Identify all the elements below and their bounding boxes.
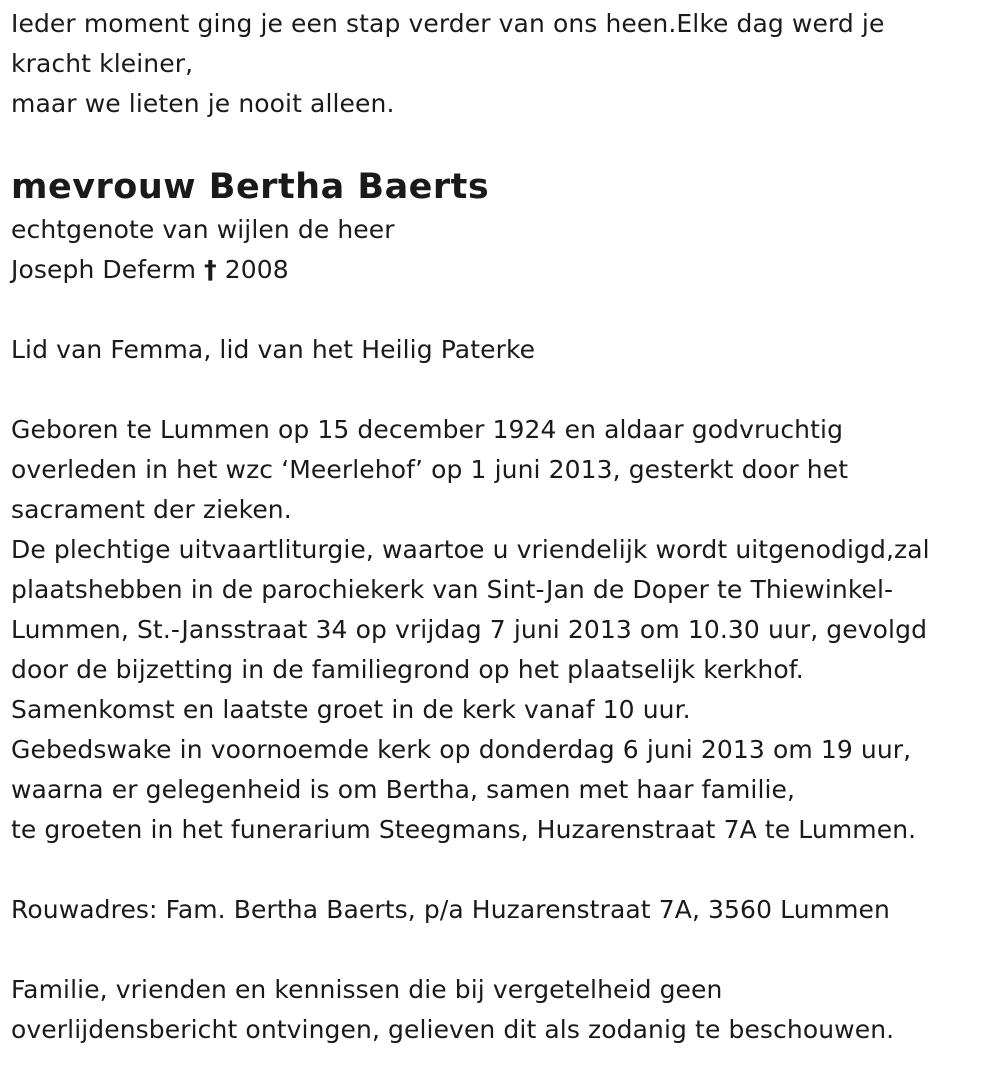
detail-line: Samenkomst en laatste groet in de kerk vanaf 10 uur. [11, 695, 691, 724]
spacer [11, 850, 991, 890]
detail-line: overleden in het wzc ‘Meerlehof’ op 1 juni 2013, gesterkt door het [11, 455, 849, 484]
detail-line: sacrament der zieken. [11, 495, 292, 524]
detail-line: plaatshebben in de parochiekerk van Sint-Jan de Doper te Thiewinkel- [11, 575, 894, 604]
spacer [11, 370, 991, 410]
verse-line: Ieder moment ging je een stap verder van ons heen.Elke dag werd je [11, 9, 885, 38]
closing-line: Familie, vrienden en kennissen die bij vergetelheid geen [11, 975, 723, 1004]
funeral-details [11, 410, 991, 850]
detail-line: Gebedswake in voornoemde kerk op donderdag 6 juni 2013 om 19 uur, [11, 735, 912, 764]
spacer [11, 930, 991, 970]
spouse-description: echtgenote van wijlen de heer [11, 215, 395, 244]
spouse-line [11, 250, 991, 290]
detail-line: door de bijzetting in de familiegrond op het plaatselijk kerkhof. [11, 655, 804, 684]
detail-line: De plechtige uitvaartliturgie, waartoe u vriendelijk wordt uitgenodigd,zal [11, 535, 930, 564]
obituary-notice [11, 4, 991, 1050]
closing-line: overlijdensbericht ontvingen, gelieven dit als zodanig te beschouwen. [11, 1015, 895, 1044]
memberships: Lid van Femma, lid van het Heilig Paterke [11, 335, 536, 364]
detail-line: Geboren te Lummen op 15 december 1924 en aldaar godvruchtig [11, 415, 844, 444]
verse-line: kracht kleiner, [11, 49, 194, 78]
detail-line: te groeten in het funerarium Steegmans, Huzarenstraat 7A te Lummen. [11, 815, 917, 844]
spacer [11, 290, 991, 330]
cross-icon: † [204, 255, 217, 284]
verse-line: maar we lieten je nooit alleen. [11, 89, 395, 118]
closing-note [11, 970, 991, 1050]
deceased-name: mevrouw Bertha Baerts [11, 167, 490, 207]
detail-line: Lummen, St.-Jansstraat 34 op vrijdag 7 juni 2013 om 10.30 uur, gevolgd [11, 615, 928, 644]
detail-line: waarna er gelegenheid is om Bertha, samen met haar familie, [11, 775, 796, 804]
opening-verse [11, 4, 991, 124]
spacer [11, 124, 991, 164]
mourning-address: Rouwadres: Fam. Bertha Baerts, p/a Huzarenstraat 7A, 3560 Lummen [11, 895, 890, 924]
spouse-death-year: 2008 [224, 255, 289, 284]
spouse-name: Joseph Deferm [11, 255, 197, 284]
